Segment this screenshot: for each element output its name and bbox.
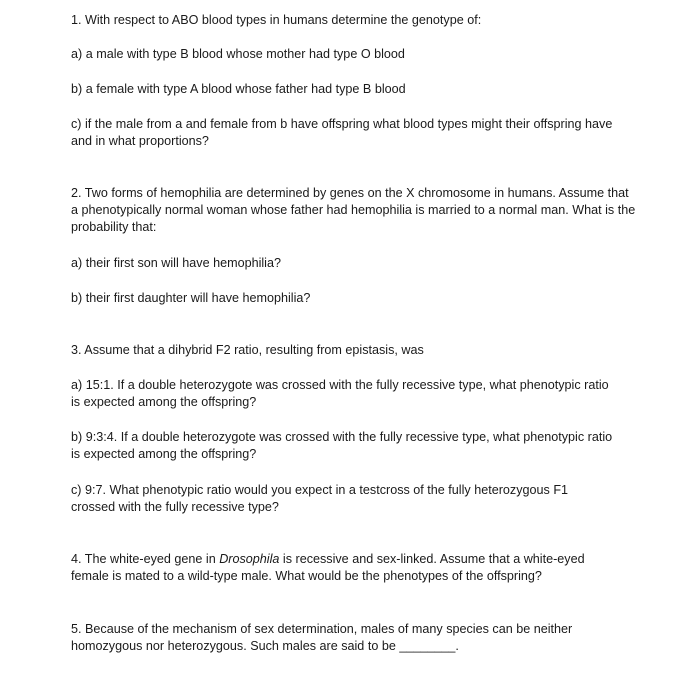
q3-part-a: a) 15:1. If a double heterozygote was crossed with the fully recessive type, what phenotypic ratio is expected among the offspring?	[71, 378, 609, 409]
q3-part-b: b) 9:3:4. If a double heterozygote was crossed with the fully recessive type, what phenotypic ratio is expected among the offspring?	[71, 430, 613, 461]
q1-part-a: a) a male with type B blood whose mother had type O blood	[71, 47, 405, 61]
q5-text: 5. Because of the mechanism of sex determination, males of many species can be neither homozygous nor heterozygous. Such males are said to be ________.	[71, 622, 573, 653]
q4-suffix: is recessive and sex-linked. Assume that a white-eyed female is mated to a wild-type male. What would be the phenotypes of the offspring?	[71, 552, 585, 583]
q4-prefix: 4. The white-eyed gene in	[71, 552, 220, 566]
q3-stem: 3. Assume that a dihybrid F2 ratio, resulting from epistasis, was	[71, 343, 424, 357]
q1-part-b: b) a female with type A blood whose father had type B blood	[71, 82, 406, 96]
q2-stem: 2. Two forms of hemophilia are determined by genes on the X chromosome in humans. Assume that a phenotypically normal woman whose father had hemophilia is married to a normal man. What is the probability that:	[71, 186, 636, 234]
q1-part-c: c) if the male from a and female from b have offspring what blood types might their offspring have and in what proportions?	[71, 117, 613, 148]
q4-text	[71, 551, 611, 585]
q2-part-b: b) their first daughter will have hemophilia?	[71, 291, 311, 305]
q2-part-a: a) their first son will have hemophilia?	[71, 256, 281, 270]
q1-stem: 1. With respect to ABO blood types in humans determine the genotype of:	[71, 13, 482, 27]
q3-part-c: c) 9:7. What phenotypic ratio would you expect in a testcross of the fully heterozygous F1 crossed with the fully recessive type?	[71, 483, 569, 514]
q4-genus: Drosophila	[219, 552, 280, 566]
